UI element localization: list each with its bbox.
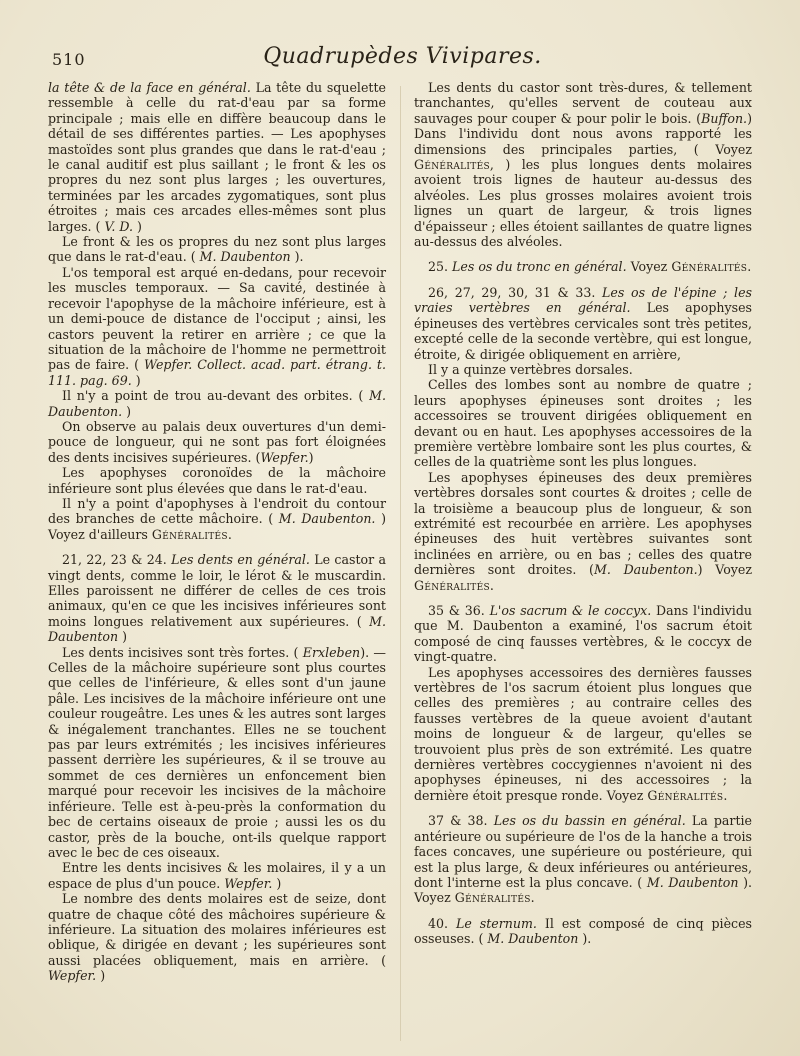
paragraph: Celles des lombes sont au nombre de quatre ; leurs apophyses épineuses sont droites ; les accessoires se trouvent dirigées obliquement en devant ou en haut. Les apophyses accessoires de la première vertèbre lombaire sont les plus courtes, & celles de la quatrième sont les plus longues. (414, 377, 752, 470)
paragraph: On observe au palais deux ouvertures d'un demi-pouce de longueur, qui ne sont pas fort éloignées des dents incisives supérieures. (Wepfer.) (48, 418, 386, 465)
paragraph: Les dents incisives sont très fortes. ( Erxleben). — Celles de la mâchoire supérieure sont plus courtes que celles de l'inférieure, & elles sont d'un jaune pâle. Les incisives de la mâchoire inférieure ont une couleur rougeâtre. Les unes & les autres sont larges & inégalement tranchantes. Elles ne se touchent pas par leurs extrémités ; les incisives inférieures passent derrière les supérieures, & il se trouve au sommet de ces dernières un enfoncement bien marqué pour recevoir les incisives de la mâchoire inférieure. Telle est à-peu-près la conformation du bec de certains oiseaux de proie ; aussi les os du castor, près de la bouche, ont-ils quelque rapport avec le bec de ces oiseaux. (48, 644, 387, 860)
paragraph: 37 & 38. Les os du bassin en général. La partie antérieure ou supérieure de l'os de la hanche a trois faces concaves, une supérieure ou postérieure, qui est la plus large, & deux inférieures ou antérieures, dont l'interne est la plus concave. ( M. Daubenton ). Voyez Généralités. (414, 813, 753, 906)
paragraph: Les dents du castor sont très-dures, & tellement tranchantes, qu'elles servent de couteau aux sauvages pour couper & pour polir le bois. (Buffon.) Dans l'individu dont nous avons rapporté les dimensions des principales parties, ( Voyez Généralités, ) les plus longues dents molaires avoient trois lignes de hauteur au-dessus des alvéoles. Les plus grosses molaires avoient trois lignes un quart de largeur, & trois lignes d'épaisseur ; elles étoient saillantes de quatre lignes au-dessus des alvéoles. (414, 80, 752, 250)
paragraph: Les apophyses épineuses des deux premières vertèbres dorsales sont courtes & droites ; celle de la troisième a beaucoup plus de longueur, & son extrémité est recourbée en arrière. Les apophyses épineuses des huit vertèbres suivantes sont inclinées en arrière, ou en bas ; celles des quatre dernières sont droites. (M. Daubenton.) Voyez Généralités. (414, 469, 753, 593)
paragraph: Le front & les os propres du nez sont plus larges que dans le rat-d'eau. ( M. Daubenton ). (48, 234, 386, 265)
page-number: 510 (52, 50, 86, 69)
paragraph: Il n'y a point de trou au-devant des orbites. ( M. Daubenton. ) (48, 388, 386, 419)
left-column (48, 80, 386, 984)
paragraph: Les apophyses coronoïdes de la mâchoire inférieure sont plus élevées que dans le rat-d'eau. (48, 465, 386, 496)
paragraph: 35 & 36. L'os sacrum & le coccyx. Dans l'individu que M. Daubenton a examiné, l'os sacrum étoit composé de cinq fausses vertèbres, & le coccyx de vingt-quatre. (414, 603, 752, 665)
page-header (50, 42, 755, 74)
paragraph: la tête & de la face en général. La tête du squelette ressemble à celle du rat-d'eau par sa forme principale ; mais elle en diffère beaucoup dans le détail de ses différentes parties. — Les apophyses mastoïdes sont plus grandes que dans le rat-d'eau ; le canal auditif est plus saillant ; le front & les os propres du nez sont plus larges ; les ouvertures, terminées par les arcades zygomatiques, sont plus étroites ; mais ces arcades elles-mêmes sont plus larges. ( V. D. ) (48, 80, 386, 234)
paragraph: 25. Les os du tronc en général. Voyez Généralités. (428, 259, 752, 275)
paragraph: 26, 27, 29, 30, 31 & 33. Les os de l'épine ; les vraies vertèbres en général. Les apophyses épineuses des vertèbres cervicales sont très petites, excepté celle de la seconde vertèbre, qui est longue, étroite, & dirigée obliquement en arrière, (414, 284, 752, 362)
running-title: Quadrupèdes Vivipares. (263, 44, 542, 69)
column-divider (400, 86, 401, 1041)
paragraph: L'os temporal est arqué en-dedans, pour recevoir les muscles temporaux. — Sa cavité, destinée à recevoir l'apophyse de la mâchoire inférieure, est à un demi-pouce de distance de l'occiput ; ainsi, les castors peuvent la retirer en arrière ; ce que la situation de la mâchoire de l'homme ne permettroit pas de faire. ( Wepfer. Collect. acad. part. étrang. t. 111. pag. 69. ) (48, 264, 386, 388)
paragraph: Il y a quinze vertèbres dorsales. (428, 361, 633, 377)
paragraph: Entre les dents incisives & les molaires, il y a un espace de plus d'un pouce. Wepfer. ) (48, 860, 386, 891)
paragraph: Le nombre des dents molaires est de seize, dont quatre de chaque côté des mâchoires supérieure & inférieure. La situation des molaires inférieures est oblique, & dirigée en devant ; les supérieures sont aussi placées obliquement, mais en arrière. ( Wepfer. ) (48, 891, 386, 984)
right-column (414, 80, 752, 947)
paragraph: Il n'y a point d'apophyses à l'endroit du contour des branches de cette mâchoire. ( M. Daubenton. ) Voyez d'ailleurs Généralités. (48, 495, 386, 542)
paragraph: 21, 22, 23 & 24. Les dents en général. Le castor a vingt dents, comme le loir, le lérot & le muscardin. Elles paroissent ne différer de celles de ces trois animaux, qu'en ce que les incisives inférieures sont moins longues relativement aux supérieures. ( M. Daubenton ) (48, 552, 386, 645)
paragraph: Les apophyses accessoires des dernières fausses vertèbres de l'os sacrum étoient plus longues que celles des premières ; au contraire celles des fausses vertèbres de la queue avoient d'autant moins de longueur & de largeur, qu'elles se trouvoient plus près de son extrémité. Les quatre dernières vertèbres coccygiennes n'avoient ni des apophyses épineuses, ni des accessoires ; la dernière étoit presque ronde. Voyez Généralités. (414, 664, 752, 803)
paragraph: 40. Le sternum. Il est composé de cinq pièces osseuses. ( M. Daubenton ). (414, 915, 752, 947)
